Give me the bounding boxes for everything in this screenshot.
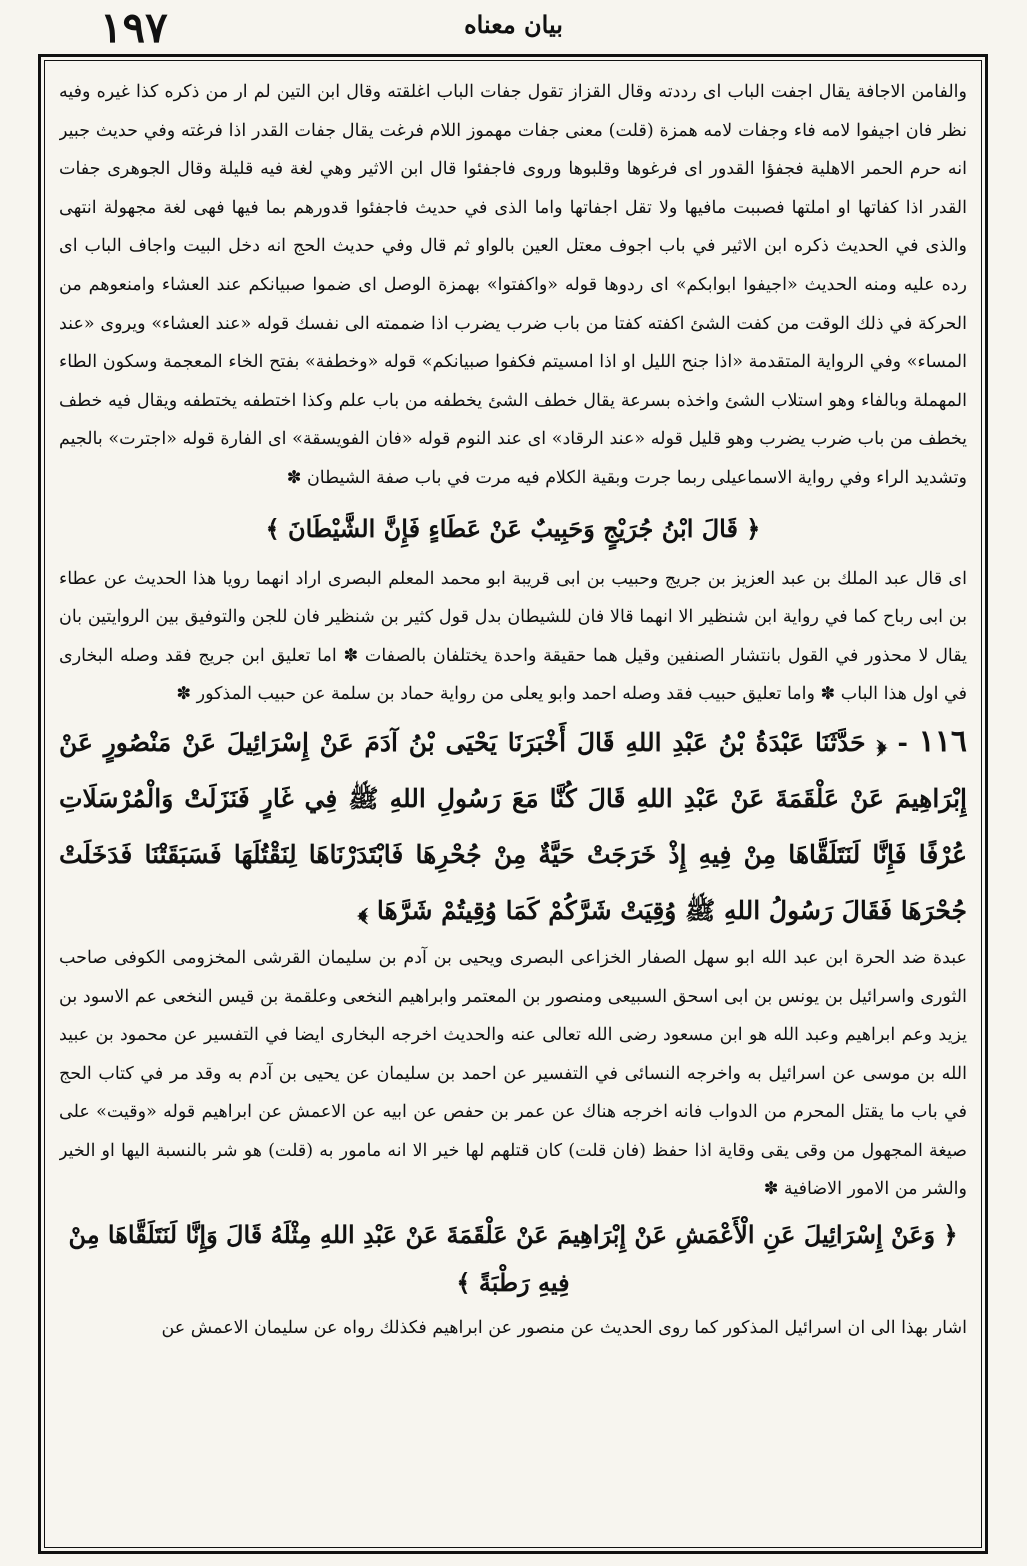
commentary-paragraph-2: اى قال عبد الملك بن عبد العزيز بن جريج وحبيب بن ابى قريبة ابو محمد المعلم البصرى اراد انهما رويا هذا الحديث عن عطاء بن ابى رباح كما في رواية ابن شنظير الا انهما قالا فان للشيطان بدل قول كثير بن شنظير فان للجن والتوفيق بين الروايتين بان يقال لا محذور في القول بانتشار الصنفين وقيل هما حقيقة واحدة يختلفان بالصفات ✽ اما تعليق ابن جريج فقد وصله البخارى في اول هذا الباب ✽ واما تعليق حبيب فقد وصله احمد وابو يعلى من رواية حماد بن سلمة عن حبيب المذكور ✽ (59, 568, 967, 705)
hadith-text: حَدَّثَنَا عَبْدَةُ بْنُ عَبْدِ اللهِ قَالَ أَخْبَرَنَا يَحْيَى بْنُ آدَمَ عَنْ إِسْرَائِيلَ عَنْ مَنْصُورٍ عَنْ إِبْرَاهِيمَ عَنْ عَلْقَمَةَ عَنْ عَبْدِ اللهِ قَالَ كُنَّا مَعَ رَسُولِ اللهِ ﷺ فِي غَارٍ فَنَزَلَتْ وَالْمُرْسَلَاتِ عُرْفًا فَإِنَّا لَنَتَلَقَّاهَا مِنْ فِيهِ إِذْ خَرَجَتْ حَيَّةٌ مِنْ جُحْرِهَا فَابْتَدَرْنَاهَا لِنَقْتُلَهَا فَسَبَقَتْنَا فَدَخَلَتْ جُحْرَهَا فَقَالَ رَسُولُ اللهِ ﷺ وُقِيَتْ شَرَّكُمْ كَمَا وُقِيتُمْ شَرَّهَا ﴾ (59, 727, 967, 925)
matn-heading-1: ﴿ قَالَ ابْنُ جُرَيْجٍ وَحَبِيبٌ عَنْ عَطَاءٍ فَإِنَّ الشَّيْطَانَ ﴾ (265, 513, 761, 543)
commentary-paragraph-1: والفامن الاجافة يقال اجفت الباب اى رددته وقال القزاز تقول جفات الباب اغلقته وقال ابن التين لم ار من ذكره كذا غيره وفيه نظر فان اجيفوا لامه فاء وجفات لامه همزة (قلت) معنى جفات مهموز اللام فرغت يقال جفات القدر اذا فرغته وفي حديث جبير انه حرم الحمر الاهلية فجفؤا القدور اى فرغوها وقلبوها وروى فاجفئوا قال ابن الاثير وهي لغة فيه قليلة وقال الجوهرى جفات القدر اذا كفاتها او املتها فصببت مافيها ولا تقل اجفاتها واما الذى في حديث فاجفئوا قدورهم بما فيها فهى لغة مجهولة انتهى والذى في الحديث ذكره ابن الاثير في باب اجوف معتل العين بالواو ثم قال وفي حديث الحج انه دخل البيت واجاف الباب اى رده عليه ومنه الحديث «اجيفوا ابوابكم» اى ردوها قوله «واكفتوا» بهمزة الوصل اى ضموا صبيانكم عند العشاء وامنعوهم من الحركة في ذلك الوقت من كفت الشئ اكفته كفتا من باب ضرب يضرب اذا ضممته الى نفسك قوله «عند العشاء» ويروى «عند المساء» وفي الرواية المتقدمة «اذا جنح الليل او اذا امسيتم فكفوا صبيانكم» قوله «وخطفة» بفتح الخاء المعجمة وسكون الطاء المهملة وبالفاء وهو استلاب الشئ واخذه بسرعة يقال خطف الشئ يخطفه من باب علم وكذا اختطفه يختطفه ويقال فيه خطف يخطف من باب ضرب يضرب وهو قليل قوله «عند الرقاد» اى عند النوم قوله «فان الفويسقة» اى الفارة قوله «اجترت» بالجيم وتشديد الراء وفي رواية الاسماعيلى ربما جرت وبقية الكلام فيه مرت في باب صفة الشيطان ✽ (59, 82, 967, 488)
page-content (59, 73, 967, 1541)
commentary-paragraph-3: عبدة ضد الحرة ابن عبد الله ابو سهل الصفار الخزاعى البصرى ويحيى بن آدم بن سليمان القرشى المخزومى الكوفى صاحب الثورى واسرائيل بن يونس بن ابى اسحق السبيعى ومنصور بن المعتمر وابراهيم النخعى وعلقمة بن قيس النخعى عم الاسود بن يزيد وعم ابراهيم وعبد الله هو ابن مسعود رضى الله تعالى عنه والحديث اخرجه البخارى ايضا في التفسير عن محمود بن عبيد الله بن موسى عن اسرائيل به واخرجه النسائى في التفسير عن احمد بن سليمان عن يحيى بن آدم به وقد مر في كتاب الحج في باب ما يقتل المحرم من الدواب فانه اخرجه هناك عن عمر بن حفص عن ابيه عن الاعمش عن ابراهيم قوله «وقيت» على صيغة المجهول من وقى يقى وقاية اذا حفظ (فان قلت) كان قتلهم لها خير الا انه مامور به (قلت) هو شر بالنسبة اليها او الخير والشر من الامور الاضافية ✽ (59, 947, 967, 1200)
hadith-116 (59, 714, 967, 939)
commentary-paragraph-4: اشار بهذا الى ان اسرائيل المذكور كما روى الحديث عن منصور عن ابراهيم فكذلك رواه عن سليمان الاعمش عن (161, 1318, 967, 1339)
matn-heading-2: ﴿ وَعَنْ إِسْرَائِيلَ عَنِ الْأَعْمَشِ عَنْ إِبْرَاهِيمَ عَنْ عَلْقَمَةَ عَنْ عَبْدِ اللهِ مِثْلَهُ قَالَ وَإِنَّا لَنَتَلَقَّاهَا مِنْ فِيهِ رَطْبَةً ﴾ (68, 1220, 958, 1298)
hadith-open-brace: - ﴿ (876, 727, 908, 757)
text-frame (38, 54, 988, 1554)
page-number: ١٩٧ (100, 3, 168, 52)
running-head: بيان معناه (464, 10, 563, 39)
hadith-number: ١١٦ (918, 723, 967, 759)
